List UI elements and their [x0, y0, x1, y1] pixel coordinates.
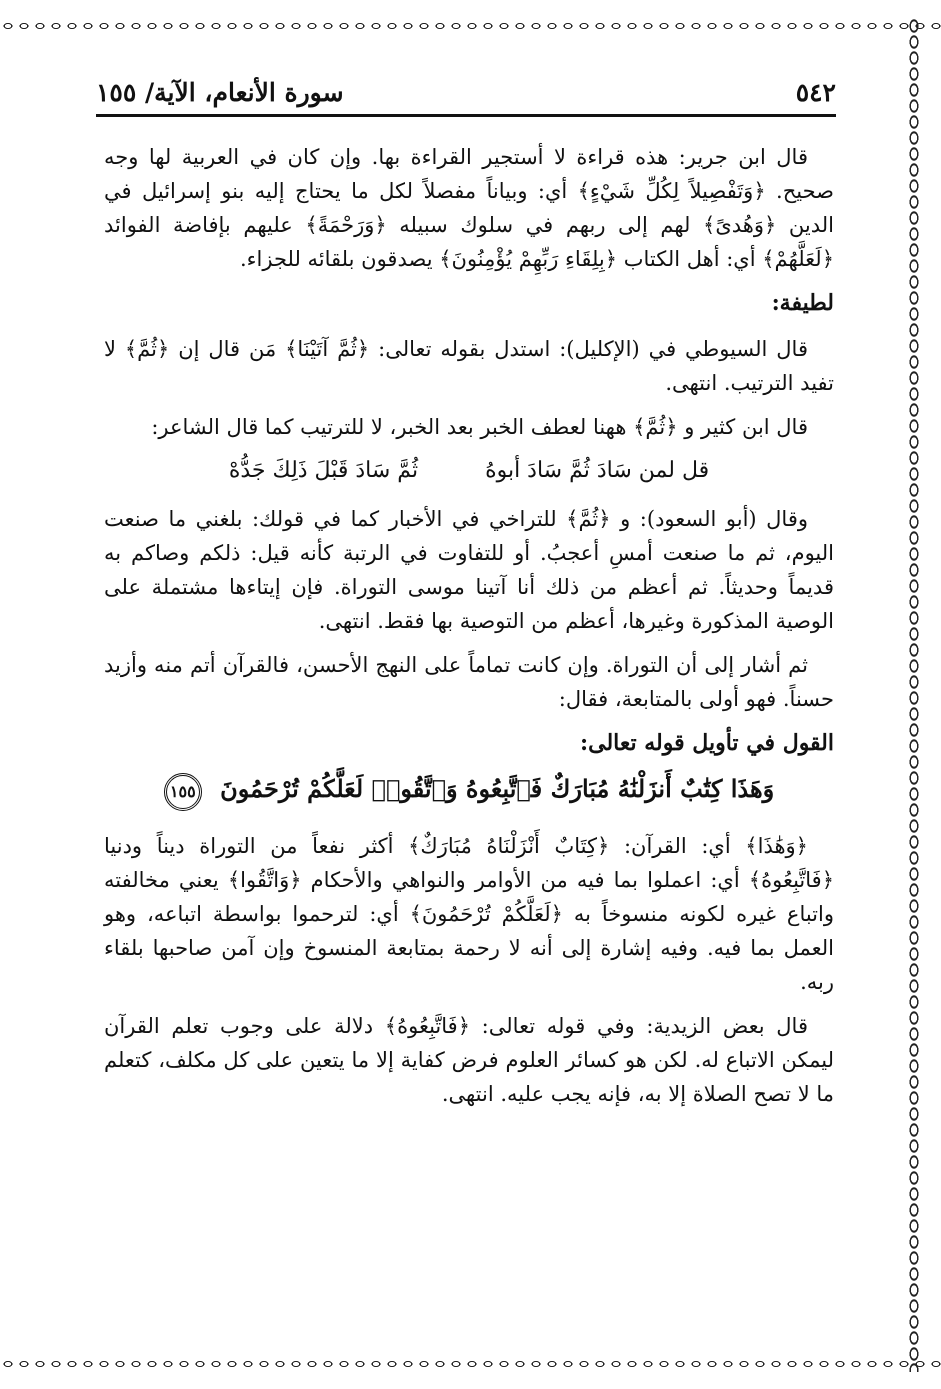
paragraph-ibn-kathir: قال ابن كثير و ﴿ثُمَّ﴾ ههنا لعطف الخبر بعد الخبر، لا للترتيب كما قال الشاعر: — [151, 415, 808, 439]
paragraph-suyuti: قال السيوطي في (الإكليل): استدل بقوله تعالى: ﴿ثُمَّ آتَيْنَا﴾ مَن قال إن ﴿ثُمَّ﴾ لا تفيد الترتيب. انتهى. — [104, 337, 834, 395]
page-number: ٥٤٢ — [795, 77, 836, 107]
paragraph-tawrat: ثم أشار إلى أن التوراة. وإن كانت تماماً على النهج الأحسن، فالقرآن أتم منه وأزيد حسناً. فهو أولى بالمتابعة، فقال: — [104, 653, 834, 711]
paragraph-zaydiyya: قال بعض الزيدية: وفي قوله تعالى: ﴿فَاتَّبِعُوهُ﴾ دلالة على وجوب تعلم القرآن ليمكن الاتباع له. لكن هو كسائر العلوم فرض كفاية إلا ما يتعين على كل مكلف، كتعلم ما لا تصح الصلاة إلا به، فإنه يجب عليه. انتهى. — [104, 1014, 834, 1106]
top-ornament-border — [0, 18, 941, 34]
verse-first-hemistich: قل لمن سَادَ ثُمَّ سَادَ أبوهُ — [485, 458, 710, 483]
heading-latifa: لطيفة: — [771, 290, 834, 316]
quran-verse-text: وَهَذَا كِتَٰبٌ أَنزَلْنَٰهُ مُبَارَكٌ فَٱتَّبِعُوهُ وَٱتَّقُوا۟ لَعَلَّكُمْ تُرْحَمُونَ — [220, 774, 775, 803]
page-header — [96, 70, 836, 117]
paragraph-ibn-jarir: قال ابن جرير: هذه قراءة لا أستجير القراءة بها. وإن كان في العربية لها وجه صحيح. ﴿وَتَفْصِيلاً لِكُلِّ شَيْءٍ﴾ أي: وبياناً مفصلاً لكل ما يحتاج إليه بنو إسرائيل في الدين ﴿وَهُدىً﴾ لهم إلى ربهم في سلوك سبيله ﴿وَرَحْمَةً﴾ عليهم بإفاضة الفوائد ﴿لَعَلَّهُمْ﴾ أي: أهل الكتاب ﴿بِلِقَاءِ رَبِّهِمْ يُؤْمِنُونَ﴾ يصدقون بلقائه للجزاء. — [104, 145, 834, 271]
right-ornament-border — [906, 18, 922, 1372]
paragraph-tafsir: ﴿وَهَٰذَا﴾ أي: القرآن: ﴿كِتَابٌ أَنْزَلْنَاهُ مُبَارَكٌ﴾ أكثر نفعاً من التوراة ديناً ودنيا ﴿فَاتَّبِعُوهُ﴾ أي: اعملوا بما فيه من الأوامر والنواهي والأحكام ﴿وَاتَّقُوا﴾ يعني مخالفته واتباع غيره لكونه منسوخاً به ﴿لَعَلَّكُمْ تُرْحَمُونَ﴾ أي: لترحموا بواسطة اتباعه، وهو العمل بما فيه. وفيه إشارة إلى أنه لا رحمة بمتابعة المنسوخ وإن آمن صاحبها بلقاء ربه. — [104, 834, 834, 994]
verse-number-marker: ١٥٥ — [164, 773, 202, 811]
heading-tawil: القول في تأويل قوله تعالى: — [580, 730, 834, 756]
page-body — [104, 140, 834, 1121]
bottom-ornament-border — [0, 1356, 941, 1372]
paragraph-abu-saud: وقال (أبو السعود): و ﴿ثُمَّ﴾ للتراخي في الأخبار كما في قولك: بلغني ما صنعت اليوم، ثم ما صنعت أمسِ أعجبُ. أو للتفاوت في الرتبة كأنه قيل: ذلكم وصاكم به قديماً وحديثاً. ثم أعظم من ذلك أنا آتينا موسى التوراة. فإن إيتاءها مشتملة على الوصية المذكورة وغيرها، أعظم من التوصية بها فقط. انتهى. — [104, 507, 834, 633]
poetry-verse — [104, 454, 834, 488]
running-title: سورة الأنعام، الآية/ ١٥٥ — [96, 77, 344, 107]
verse-second-hemistich: ثُمَّ سَادَ قَبْلَ ذَلِكَ جَدُّهْ — [228, 458, 419, 483]
quran-verse — [104, 772, 834, 811]
